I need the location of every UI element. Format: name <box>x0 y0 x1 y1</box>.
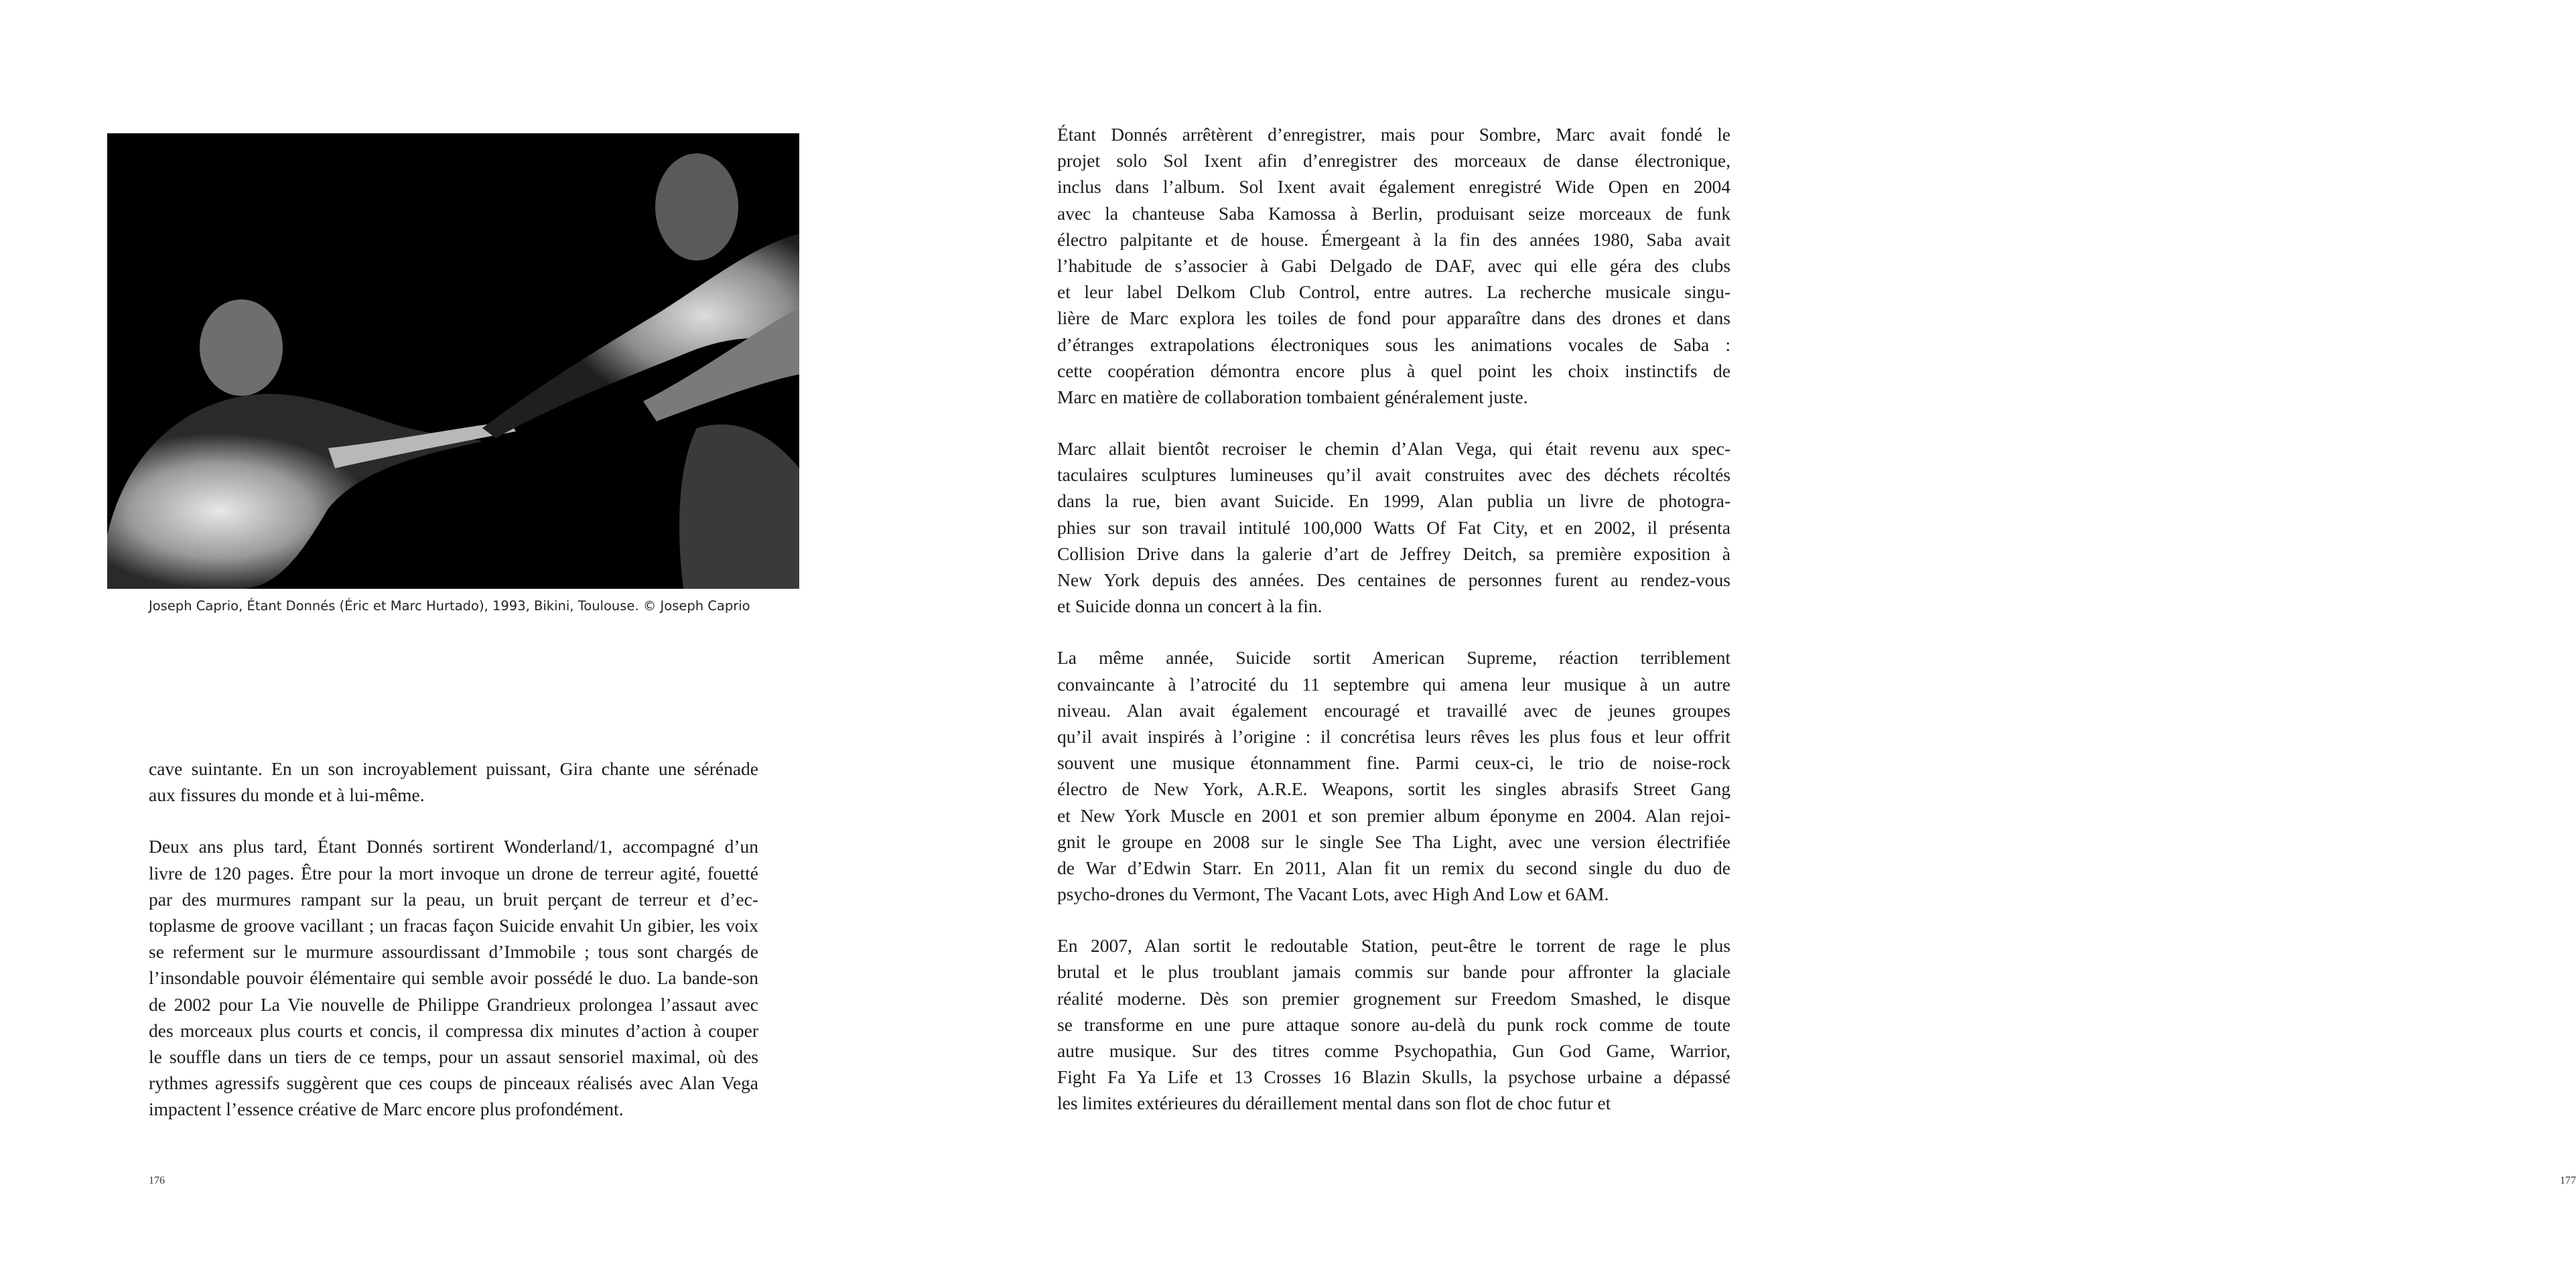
right-page <box>896 0 2576 1266</box>
text-line: livre de 120 pages. Être pour la mort invoque un drone de terreur agité, fouetté <box>149 862 758 884</box>
text-line: de 2002 pour La Vie nouvelle de Philippe Grandrieux prolongea l’assaut avec <box>149 993 758 1015</box>
text-line: et New York Muscle en 2001 et son premier album éponyme en 2004. Alan rejoi- <box>1057 804 1731 826</box>
paragraph <box>1057 932 1731 1116</box>
text-line: l’insondable pouvoir élémentaire qui semble avoir possédé le duo. La bande-son <box>149 967 758 989</box>
text-line: psycho-drones du Vermont, The Vacant Lots, avec High And Low et 6AM. <box>1057 884 1609 905</box>
text-line: impactent l’essence créative de Marc encore plus profondément. <box>149 1099 624 1120</box>
text-line: cave suintante. En un son incroyablement puissant, Gira chante une sérénade <box>149 758 758 779</box>
paragraph <box>1057 644 1731 907</box>
text-line: gnit le groupe en 2008 sur le single See Tha Light, avec une version électrifiée <box>1057 831 1731 852</box>
text-line: Fight Fa Ya Life et 13 Crosses 16 Blazin Skulls, la psychose urbaine a dépassé <box>1057 1066 1731 1088</box>
text-line: niveau. Alan avait également encouragé et travaillé avec de jeunes groupes <box>1057 699 1731 721</box>
text-line: phies sur son travail intitulé 100,000 Watts Of Fat City, et en 2002, il présenta <box>1057 516 1731 538</box>
text-line: rythmes agressifs suggèrent que ces coups de pinceaux réalisés avec Alan Vega <box>149 1072 758 1094</box>
text-line: de War d’Edwin Starr. En 2011, Alan fit un remix du second single du duo de <box>1057 857 1731 878</box>
text-line: l’habitude de s’associer à Gabi Delgado de DAF, avec qui elle géra des clubs <box>1057 255 1731 276</box>
text-line: les limites extérieures du déraillement mental dans son flot de choc futur et <box>1057 1093 1611 1114</box>
text-line: convaincante à l’atrocité du 11 septembre qui amena leur musique à un autre <box>1057 673 1731 695</box>
page-number-left: 176 <box>149 1175 165 1186</box>
text-line: inclus dans l’album. Sol Ixent avait également enregistré Wide Open en 2004 <box>1057 176 1731 198</box>
text-line: dans la rue, bien avant Suicide. En 1999, Alan publia un livre de photogra- <box>1057 490 1731 512</box>
text-line: par des murmures rampant sur la peau, un bruit perçant de terreur et d’ec- <box>149 888 758 910</box>
photo-caption: Joseph Caprio, Étant Donnés (Éric et Marc Hurtado), 1993, Bikini, Toulouse. © Joseph Caprio <box>149 598 750 614</box>
text-line: souvent une musique étonnamment fine. Parmi ceux-ci, le trio de noise-rock <box>1057 752 1731 774</box>
paragraph <box>1057 121 1731 410</box>
text-line: Étant Donnés arrêtèrent d’enregistrer, mais pour Sombre, Marc avait fondé le <box>1057 124 1731 145</box>
text-line: cette coopération démontra encore plus à quel point les choix instinctifs de <box>1057 360 1731 381</box>
text-line: autre musique. Sur des titres comme Psychopathia, Gun God Game, Warrior, <box>1057 1040 1731 1061</box>
text-line: et leur label Delkom Club Control, entre autres. La recherche musicale singu- <box>1057 281 1731 303</box>
text-line: et Suicide donna un concert à la fin. <box>1057 595 1323 617</box>
text-line: le souffle dans un tiers de ce temps, pour un assaut sensoriel maximal, où des <box>149 1046 758 1067</box>
text-line: La même année, Suicide sortit American Supreme, réaction terriblement <box>1057 647 1731 669</box>
text-line: se referment sur le murmure assourdissant d’Immobile ; tous sont chargés de <box>149 941 758 963</box>
photo-illustration <box>107 133 799 589</box>
paragraph <box>149 756 758 808</box>
photo-etant-donnes <box>107 133 799 589</box>
text-line: des morceaux plus courts et concis, il compressa dix minutes d’action à couper <box>149 1019 758 1041</box>
paragraph <box>1057 435 1731 619</box>
text-line: aux fissures du monde et à lui-même. <box>149 784 425 806</box>
text-line: d’étranges extrapolations électroniques sous les animations vocales de Saba : <box>1057 334 1731 355</box>
text-line: lière de Marc explora les toiles de fond pour apparaître dans des drones et dans <box>1057 307 1731 329</box>
text-line: réalité moderne. Dès son premier grognement sur Freedom Smashed, le disque <box>1057 987 1731 1009</box>
text-line: projet solo Sol Ixent afin d’enregistrer des morceaux de danse électronique, <box>1057 150 1731 171</box>
text-line: Deux ans plus tard, Étant Donnés sortirent Wonderland/1, accompagné d’un <box>149 836 758 857</box>
left-page <box>0 0 896 1266</box>
text-line: New York depuis des années. Des centaines de personnes furent au rendez-vous <box>1057 569 1731 590</box>
text-line: avec la chanteuse Saba Kamossa à Berlin, produisant seize morceaux de funk <box>1057 202 1731 224</box>
text-line: Marc en matière de collaboration tombaient généralement juste. <box>1057 386 1528 407</box>
text-line: électro de New York, A.R.E. Weapons, sortit les singles abrasifs Street Gang <box>1057 778 1731 800</box>
left-body-text <box>149 756 758 1122</box>
text-line: Marc allait bientôt recroiser le chemin d’Alan Vega, qui était revenu aux spec- <box>1057 438 1731 460</box>
page-number-right: 177 <box>2560 1175 2576 1186</box>
text-line: qu’il avait inspirés à l’origine : il concrétisa leurs rêves les plus fous et leur offrit <box>1057 725 1731 747</box>
text-line: Collision Drive dans la galerie d’art de Jeffrey Deitch, sa première exposition à <box>1057 543 1731 564</box>
text-line: brutal et le plus troublant jamais commis sur bande pour affronter la glaciale <box>1057 961 1731 983</box>
text-line: En 2007, Alan sortit le redoutable Station, peut-être le torrent de rage le plus <box>1057 935 1731 957</box>
right-body-text <box>1057 121 1731 1117</box>
text-line: toplasme de groove vacillant ; un fracas façon Suicide envahit Un gibier, les voix <box>149 914 758 936</box>
text-line: se transforme en une pure attaque sonore au-delà du punk rock comme de toute <box>1057 1013 1731 1035</box>
text-line: taculaires sculptures lumineuses qu’il avait construites avec des déchets récoltés <box>1057 464 1731 486</box>
paragraph <box>149 833 758 1122</box>
text-line: électro palpitante et de house. Émergeant à la fin des années 1980, Saba avait <box>1057 228 1731 250</box>
